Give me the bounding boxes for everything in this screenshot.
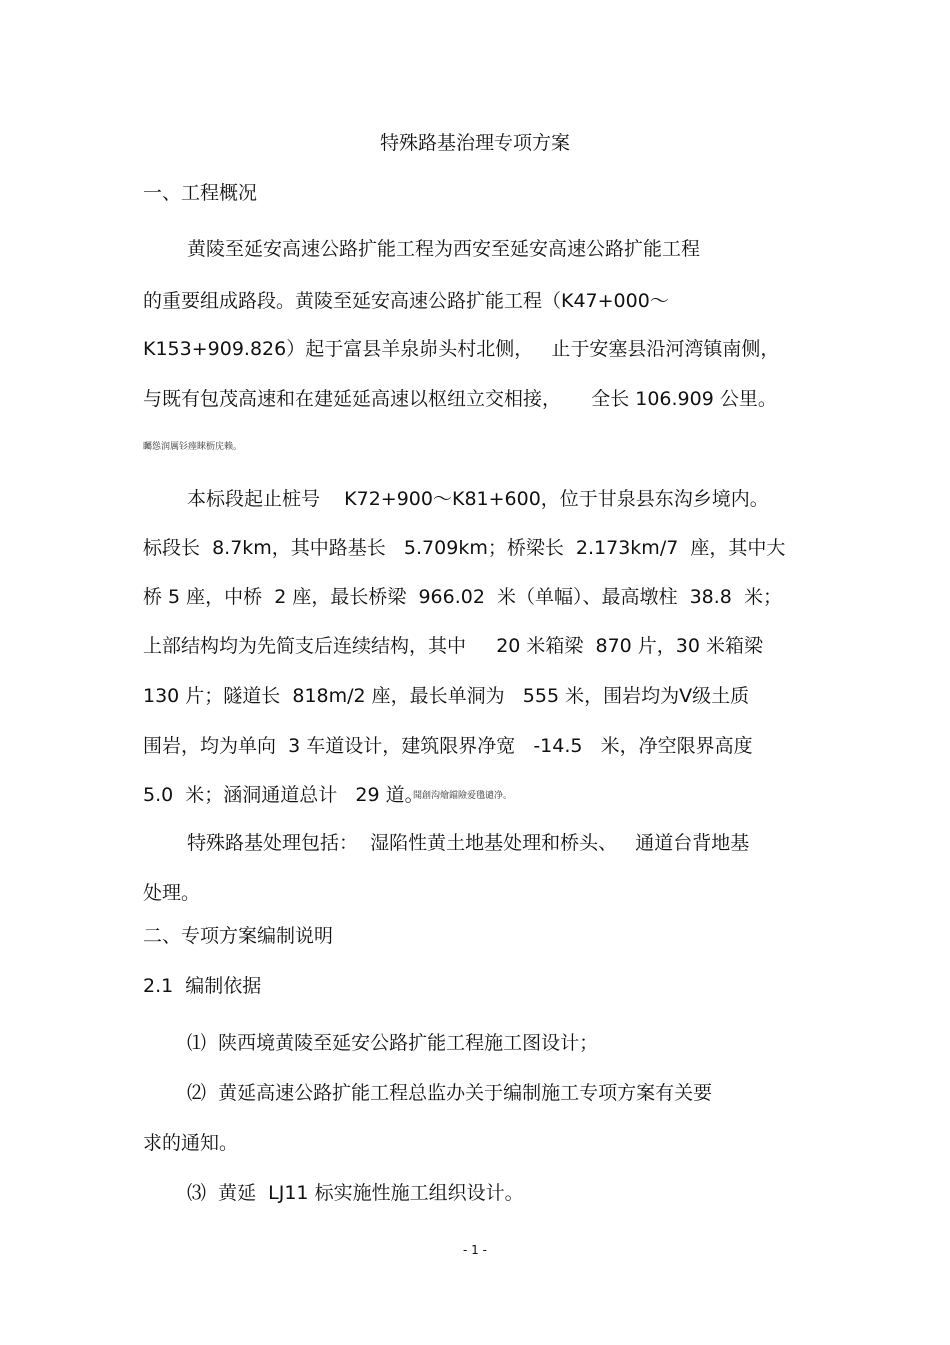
list-item-3: ⑶ 黄延 LJ11 标实施性施工组织设计。 xyxy=(187,1182,524,1204)
paragraph-1-line-3: K153+909.826）起于富县羊泉峁头村北侧， 止于安塞县沿河湾镇南侧， xyxy=(143,338,780,360)
paragraph-2-line-3: 桥 5 座，中桥 2 座，最长桥梁 966.02 米（单幅）、最高墩柱 38.8 米； xyxy=(143,586,782,608)
list-item-2-line-1: ⑵ 黄延高速公路扩能工程总监办关于编制施工专项方案有关要 xyxy=(187,1082,713,1104)
paragraph-2-line-2: 标段长 8.7km，其中路基长 5.709km；桥梁长 2.173km/7 座，其中大 xyxy=(143,537,786,559)
paragraph-2-line-4: 上部结构均为先简支后连续结构，其中 20 米箱梁 870 片，30 米箱梁 xyxy=(143,635,764,657)
page-number: - 1 - xyxy=(463,1243,487,1257)
paragraph-2-small-text: 聞創沟燴鐺險爱氇谴净。 xyxy=(413,791,513,801)
paragraph-1-line-1: 黄陵至延安高速公路扩能工程为西安至延安高速公路扩能工程 xyxy=(187,238,701,260)
paragraph-2-line-7: 5.0 米；涵洞通道总计 29 道。 xyxy=(143,784,424,806)
section-heading-1: 一、工程概况 xyxy=(143,182,258,204)
paragraph-2-line-5: 130 片；隧道长 818m/2 座，最长单洞为 555 米，围岩均为Ⅴ级土质 xyxy=(143,685,750,707)
paragraph-3-line-2: 处理。 xyxy=(143,882,201,904)
paragraph-1-line-4: 与既有包茂高速和在建延延高速以枢纽立交相接， 全长 106.909 公里。 xyxy=(143,388,777,410)
paragraph-2-line-6: 围岩，均为单向 3 车道设计，建筑限界净宽 -14.5 米，净空限界高度 xyxy=(143,735,753,757)
list-item-2-line-2: 求的通知。 xyxy=(143,1132,239,1154)
paragraph-3-line-1: 特殊路基处理包括： 湿陷性黄土地基处理和桥头、 通道台背地基 xyxy=(187,832,750,854)
section-heading-2: 二、专项方案编制说明 xyxy=(143,925,334,947)
paragraph-2-line-1: 本标段起止桩号 K72+900～K81+600，位于甘泉县东沟乡境内。 xyxy=(187,488,769,510)
subsection-heading-2-1: 2.1 编制依据 xyxy=(143,975,262,997)
paragraph-1-line-2: 的重要组成路段。黄陵至延安高速公路扩能工程（K47+000～ xyxy=(143,290,669,312)
list-item-1: ⑴ 陕西境黄陵至延安公路扩能工程施工图设计； xyxy=(187,1032,599,1054)
page-title: 特殊路基治理专项方案 xyxy=(379,132,570,154)
paragraph-1-small-text: 矚慫润厲钐瘗睞枥庑赖。 xyxy=(143,442,243,452)
